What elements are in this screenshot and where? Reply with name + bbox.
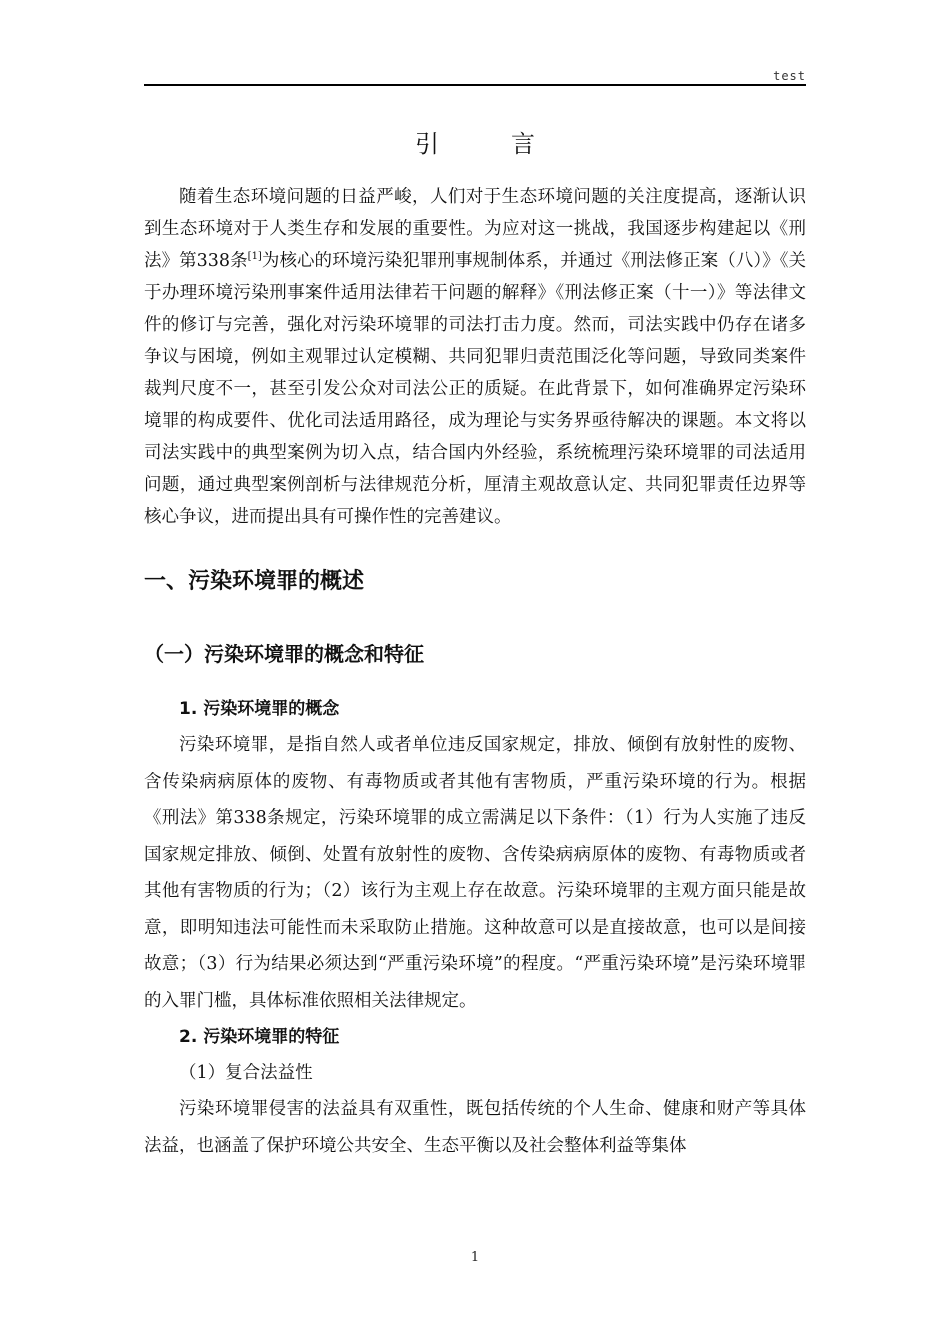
intro-paragraph — [144, 181, 806, 533]
section-heading: 一、污染环境罪的概述 — [144, 569, 365, 594]
subsection-heading: （一）污染环境罪的概念和特征 — [144, 642, 424, 666]
feature-heading-composite-interest: （1）复合法益性 — [179, 1063, 313, 1083]
document-title: 引 言 — [415, 130, 559, 158]
page-body — [144, 124, 806, 1164]
header-rule — [144, 84, 806, 86]
intro-text-part2: 为核心的环境污染犯罪刑事规制体系，并通过《刑法修正案（八）》《关于办理环境污染刑事案件适用法律若干问题的解释》《刑法修正案（十一）》等法律文件的修订与完善，强化对污染环境罪的司法打击力度。然而，司法实践中仍存在诸多争议与困境，例如主观罪过认定模糊、共同犯罪归责范围泛化等问题，导致同类案件裁判尺度不一，甚至引发公众对司法公正的质疑。在此背景下，如何准确界定污染环境罪的构成要件、优化司法适用路径，成为理论与实务界亟待解决的课题。本文将以司法实践中的典型案例为切入点，结合国内外经验，系统梳理污染环境罪的司法适用问题，通过典型案例剖析与法律规范分析，厘清主观故意认定、共同犯罪责任边界等核心争议，进而提出具有可操作性的完善建议。 — [144, 251, 807, 527]
page-number: 1 — [470, 1250, 480, 1265]
item-heading-features: 2. 污染环境罪的特征 — [179, 1027, 340, 1047]
citation-marker[interactable]: [1] — [247, 251, 262, 263]
intro-text-part1: 随着生态环境问题的日益严峻，人们对于生态环境问题的关注度提高，逐渐认识到生态环境对于人类生存和发展的重要性。为应对这一挑战，我国逐步构建起以《刑法》第338条 — [144, 187, 806, 271]
running-header: test — [773, 69, 806, 83]
item-heading-concept: 1. 污染环境罪的概念 — [179, 699, 340, 719]
concept-paragraph: 污染环境罪，是指自然人或者单位违反国家规定，排放、倾倒有放射性的废物、含传染病病原体的废物、有毒物质或者其他有害物质，严重污染环境的行为。根据《刑法》第338条规定，污染环境罪的成立需满足以下条件：（1）行为人实施了违反国家规定排放、倾倒、处置有放射性的废物、含传染病病原体的废物、有毒物质或者其他有害物质的行为；（2）该行为主观上存在故意。污染环境罪的主观方面只能是故意，即明知违法可能性而未采取防止措施。这种故意可以是直接故意，也可以是间接故意；（3）行为结果必须达到“严重污染环境”的程度。“严重污染环境”是污染环境罪的入罪门槛，具体标准依照相关法律规定。 — [144, 735, 806, 1011]
feature-paragraph: 污染环境罪侵害的法益具有双重性，既包括传统的个人生命、健康和财产等具体法益，也涵盖了保护环境公共安全、生态平衡以及社会整体利益等集体 — [144, 1099, 806, 1156]
